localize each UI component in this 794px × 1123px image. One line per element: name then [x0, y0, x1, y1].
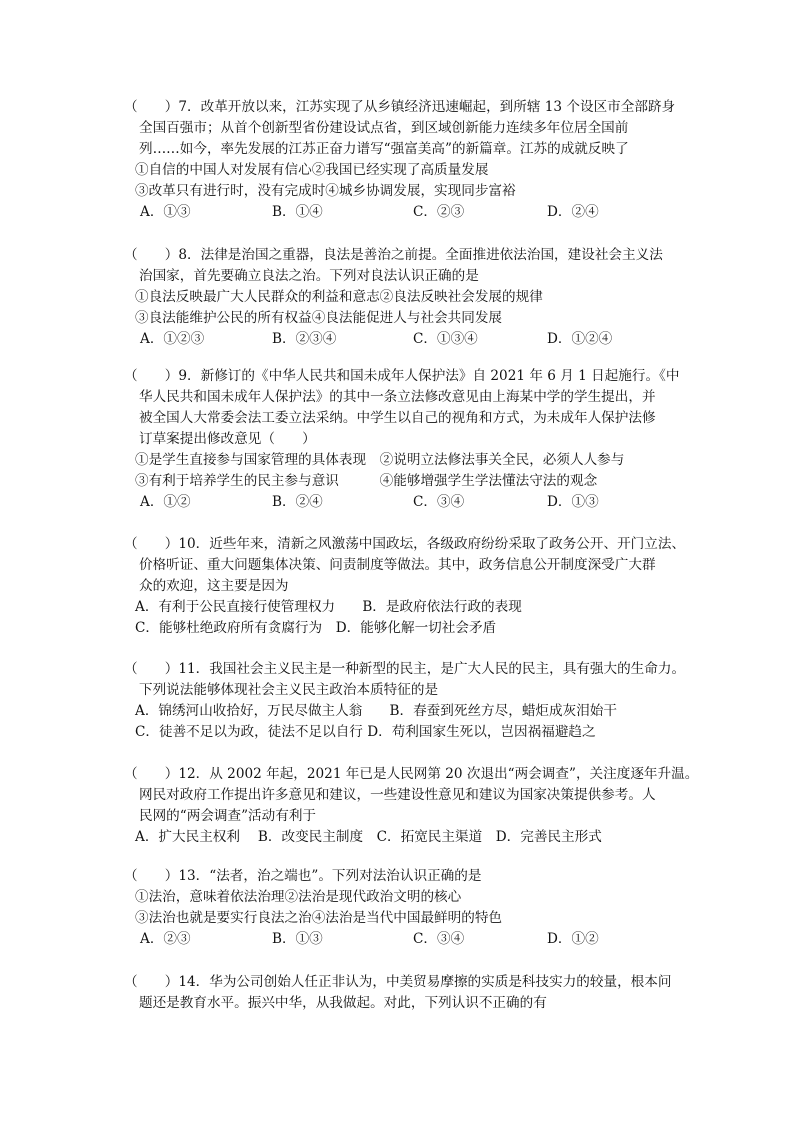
question-stem-line: 题还是教育水平。振兴中华，从我做起。对此，下列认识不正确的有 — [139, 995, 547, 1011]
option-d: D．①②④ — [547, 331, 613, 347]
statement-line: ①良法反映最广大人民群众的利益和意志②良法反映社会发展的规律 — [135, 289, 543, 305]
question-stem-line: （ ）7．改革开放以来，江苏实现了从乡镇经济迅速崛起，到所辖 13 个设区市全部跻身 — [124, 99, 676, 115]
option-d: D．①③ — [547, 494, 599, 510]
question-stem-line: （ ）12．从 2002 年起，2021 年已是人民网第 20 次退出“两会调查”，关注度逐年升温。 — [124, 766, 699, 782]
statement-line: ③良法能维护公民的所有权益④良法能促进人与社会共同发展 — [135, 310, 503, 326]
option-line: A．锦绣河山收拾好，万民尽做主人翁 B．春蚕到死丝方尽，蜡炬成灰泪始干 — [135, 703, 617, 719]
question-stem-line: （ ）11．我国社会主义民主是一种新型的民主，是广大人民的民主，具有强大的生命力。 — [124, 661, 686, 677]
question-stem-line: （ ）14．华为公司创始人任正非认为，中美贸易摩擦的实质是科技实力的较量，根本问 — [124, 974, 672, 990]
option-c: C．③④ — [413, 931, 465, 947]
option-b: B．①④ — [272, 204, 323, 220]
statement-line: ①法治，意味着依法治理②法治是现代政治文明的核心 — [135, 889, 462, 905]
question-stem-line: （ ）9．新修订的《中华人民共和国未成年人保护法》自 2021 年 6 月 1 日起施行。《中 — [124, 368, 680, 384]
question-stem-line: 治国家，首先要确立良法之治。下列对良法认识正确的是 — [139, 268, 479, 284]
option-b: B．②③④ — [272, 331, 337, 347]
question-stem-line: （ ）10．近些年来，清新之风激荡中国政坛，各级政府纷纷采取了政务公开、开门立法、 — [124, 536, 686, 552]
option-d: D．①② — [547, 931, 599, 947]
statement-line: ③改革只有进行时，没有完成时④城乡协调发展，实现同步富裕 — [135, 183, 516, 199]
question-stem-line: 全国百强市；从首个创新型省份建设试点省，到区域创新能力连续多年位居全国前 — [139, 120, 629, 136]
option-c: C．①③④ — [413, 331, 478, 347]
option-b: B．②④ — [272, 494, 323, 510]
question-stem-line: （ ）13．“法者，治之端也”。下列对法治认识正确的是 — [124, 868, 482, 884]
option-line: A．扩大民主权利 B．改变民主制度 C．拓宽民主渠道 D．完善民主形式 — [135, 829, 602, 845]
question-stem-line: 下列说法能够体现社会主义民主政治本质特征的是 — [139, 682, 439, 698]
statement-line: ①是学生直接参与国家管理的具体表现 ②说明立法修法事关全民，必须人人参与 — [135, 452, 625, 468]
statement-line: ①自信的中国人对发展有信心②我国已经实现了高质量发展 — [135, 162, 489, 178]
question-stem-line: （ ）8．法律是治国之重器，良法是善治之前提。全面推进依法治国，建设社会主义法 — [124, 247, 663, 263]
question-stem-line: 价格听证、重大问题集体决策、问责制度等做法。其中，政务信息公开制度深受广大群 — [139, 557, 656, 573]
option-line: C．徒善不足以为政，徒法不足以自行 D．苟利国家生死以，岂因祸福避趋之 — [135, 724, 596, 740]
question-stem-line: 华人民共和国未成年人保护法》的其中一条立法修改意见由上海某中学的学生提出，并 — [139, 389, 656, 405]
option-line: C．能够杜绝政府所有贪腐行为 D．能够化解一切社会矛盾 — [135, 620, 497, 636]
question-stem-line: 列……如今，率先发展的江苏正奋力谱写“强富美高”的新篇章。江苏的成就反映了 — [139, 141, 629, 157]
option-d: D．②④ — [547, 204, 599, 220]
question-stem-line: 网民对政府工作提出许多意见和建议，一些建设性意见和建议为国家决策提供参考。人 — [139, 787, 656, 803]
option-a: A．①②③ — [140, 331, 205, 347]
option-a: A．②③ — [140, 931, 191, 947]
statement-line: ③有利于培养学生的民主参与意识 ④能够增强学生学法懂法守法的观念 — [135, 473, 598, 489]
question-stem-line: 众的欢迎，这主要是因为 — [139, 578, 289, 594]
option-a: A．①③ — [140, 204, 191, 220]
question-stem-line: 被全国人大常委会法工委立法采纳。中学生以自己的视角和方式，为未成年人保护法修 — [139, 410, 656, 426]
option-c: C．②③ — [413, 204, 465, 220]
question-stem-line: 订草案提出修改意见（ ） — [139, 431, 316, 447]
option-line: A．有利于公民直接行使管理权力 B．是政府依法行政的表现 — [135, 599, 522, 615]
option-a: A．①② — [140, 494, 191, 510]
option-b: B．①③ — [272, 931, 323, 947]
option-c: C．③④ — [413, 494, 465, 510]
statement-line: ③法治也就是要实行良法之治④法治是当代中国最鲜明的特色 — [135, 910, 503, 926]
question-stem-line: 民网的“两会调查”活动有利于 — [139, 808, 317, 824]
